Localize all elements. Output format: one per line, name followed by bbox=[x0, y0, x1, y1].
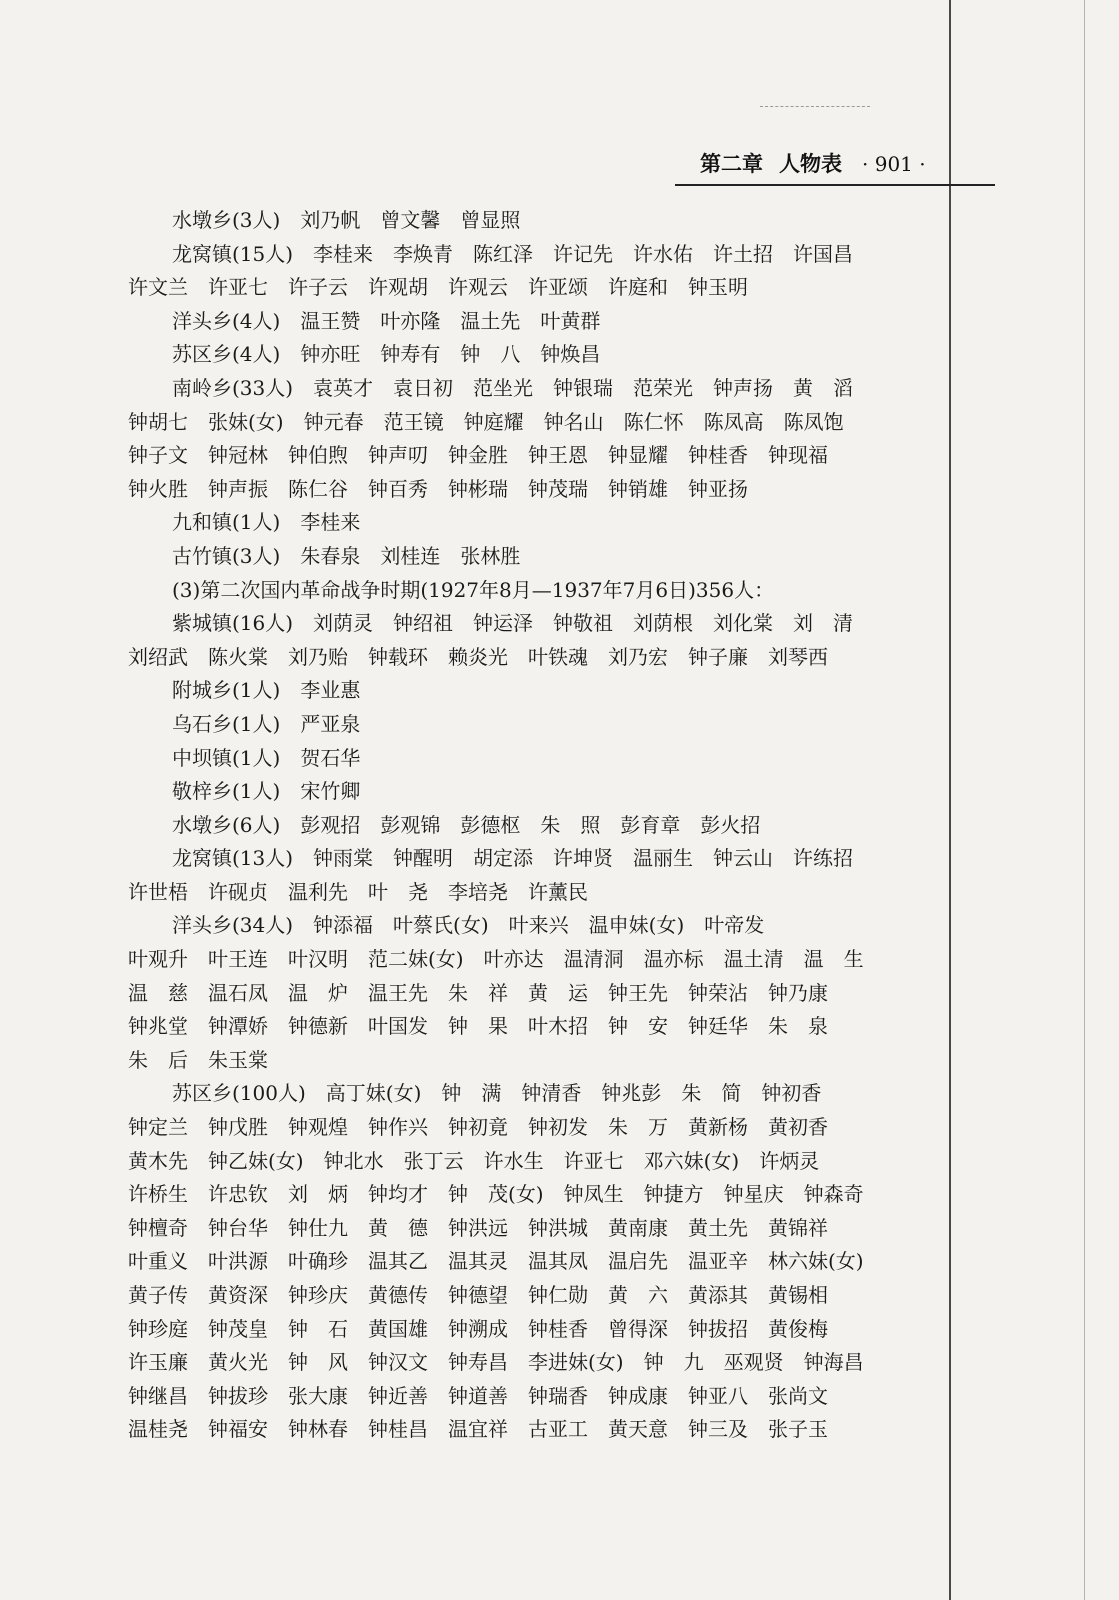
scan-edge-line-outer bbox=[1084, 0, 1085, 1600]
text-line: 紫城镇(16人) 刘荫灵 钟绍祖 钟运泽 钟敬祖 刘荫根 刘化棠 刘 清 bbox=[172, 611, 854, 636]
roster-text bbox=[128, 204, 968, 1447]
text-line: 黄子传 黄资深 钟珍庆 黄德传 钟德望 钟仁勋 黄 六 黄添其 黄锡相 bbox=[128, 1283, 828, 1307]
text-line: 洋头乡(34人) 钟添福 叶蔡氏(女) 叶来兴 温申妹(女) 叶帝发 bbox=[172, 913, 765, 938]
text-line: (3)第二次国内革命战争时期(1927年8月—1937年7月6日)356人： bbox=[172, 577, 775, 602]
text-line: 温 慈 温石凤 温 炉 温王先 朱 祥 黄 运 钟王先 钟荣沾 钟乃康 bbox=[128, 980, 828, 1005]
text-line: 九和镇(1人) 李桂来 bbox=[172, 510, 361, 535]
running-header bbox=[700, 148, 980, 178]
text-line: 黄木先 钟乙妹(女) 钟北水 张丁云 许水生 许亚七 邓六妹(女) 许炳灵 bbox=[128, 1148, 820, 1173]
text-line: 水墩乡(3人) 刘乃帆 曾文馨 曾显照 bbox=[172, 208, 521, 232]
text-line: 许桥生 许忠钦 刘 炳 钟均才 钟 茂(女) 钟凤生 钟捷方 钟星庆 钟森奇 bbox=[128, 1182, 864, 1207]
text-line: 钟火胜 钟声振 陈仁谷 钟百秀 钟彬瑞 钟茂瑞 钟销雄 钟亚扬 bbox=[128, 476, 748, 501]
header-rule bbox=[675, 184, 995, 186]
text-line: 中坝镇(1人) 贺石华 bbox=[172, 745, 361, 770]
text-line: 钟珍庭 钟茂皇 钟 石 黄国雄 钟溯成 钟桂香 曾得深 钟拔招 黄俊梅 bbox=[128, 1316, 828, 1341]
text-line: 叶重义 叶洪源 叶确珍 温其乙 温其灵 温其凤 温启先 温亚辛 林六妹(女) bbox=[128, 1249, 864, 1274]
text-line: 附城乡(1人) 李业惠 bbox=[172, 678, 361, 703]
text-line: 敬梓乡(1人) 宋竹卿 bbox=[172, 779, 361, 804]
text-line: 温桂尧 钟福安 钟林春 钟桂昌 温宜祥 古亚工 黄天意 钟三及 张子玉 bbox=[128, 1417, 828, 1442]
text-line: 钟定兰 钟戊胜 钟观煌 钟作兴 钟初竟 钟初发 朱 万 黄新杨 黄初香 bbox=[128, 1115, 828, 1140]
text-line: 乌石乡(1人) 严亚泉 bbox=[172, 711, 361, 736]
text-line: 龙窝镇(15人) 李桂来 李焕青 陈红泽 许记先 许水佑 许土招 许国昌 bbox=[172, 241, 854, 266]
chapter-title: 人物表 bbox=[779, 152, 842, 176]
text-line: 水墩乡(6人) 彭观招 彭观锦 彭德枢 朱 照 彭育章 彭火招 bbox=[172, 812, 761, 837]
page-number: · 901 · bbox=[862, 152, 926, 176]
text-line: 许玉廉 黄火光 钟 风 钟汉文 钟寿昌 李进妹(女) 钟 九 巫观贤 钟海昌 bbox=[128, 1350, 864, 1375]
text-line: 钟胡七 张妹(女) 钟元春 范王镜 钟庭耀 钟名山 陈仁怀 陈凤高 陈凤饱 bbox=[128, 409, 844, 434]
text-line: 许世梧 许砚贞 温利先 叶 尧 李培尧 许薰民 bbox=[128, 879, 588, 904]
text-line: 钟继昌 钟拔珍 张大康 钟近善 钟道善 钟瑞香 钟成康 钟亚八 张尚文 bbox=[128, 1383, 828, 1408]
text-line: 洋头乡(4人) 温王赞 叶亦隆 温土先 叶黄群 bbox=[172, 308, 601, 333]
text-line: 钟兆堂 钟潭娇 钟德新 叶国发 钟 果 叶木招 钟 安 钟廷华 朱 泉 bbox=[128, 1014, 828, 1039]
text-line: 钟子文 钟冠林 钟伯煦 钟声叨 钟金胜 钟王恩 钟显耀 钟桂香 钟现福 bbox=[128, 443, 828, 468]
text-line: 龙窝镇(13人) 钟雨棠 钟醒明 胡定添 许坤贤 温丽生 钟云山 许练招 bbox=[172, 846, 854, 871]
text-line: 苏区乡(100人) 高丁妹(女) 钟 满 钟清香 钟兆彭 朱 简 钟初香 bbox=[172, 1081, 822, 1106]
text-line: 苏区乡(4人) 钟亦旺 钟寿有 钟 八 钟焕昌 bbox=[172, 342, 601, 367]
text-line: 南岭乡(33人) 袁英才 袁日初 范坐光 钟银瑞 范荣光 钟声扬 黄 滔 bbox=[172, 375, 854, 400]
text-line: 许文兰 许亚七 许子云 许观胡 许观云 许亚颂 许庭和 钟玉明 bbox=[128, 275, 748, 300]
text-line: 朱 后 朱玉棠 bbox=[128, 1047, 268, 1072]
chapter-label: 第二章 bbox=[700, 152, 763, 176]
scan-dotted-mark bbox=[760, 106, 870, 107]
text-line: 刘绍武 陈火棠 刘乃贻 钟载环 赖炎光 叶铁魂 刘乃宏 钟子廉 刘琴西 bbox=[128, 644, 828, 669]
text-line: 叶观升 叶王连 叶汉明 范二妹(女) 叶亦达 温清洞 温亦标 温土清 温 生 bbox=[128, 947, 864, 972]
text-line: 古竹镇(3人) 朱春泉 刘桂连 张林胜 bbox=[172, 543, 521, 568]
text-line: 钟檀奇 钟台华 钟仕九 黄 德 钟洪远 钟洪城 黄南康 黄土先 黄锦祥 bbox=[128, 1215, 828, 1240]
